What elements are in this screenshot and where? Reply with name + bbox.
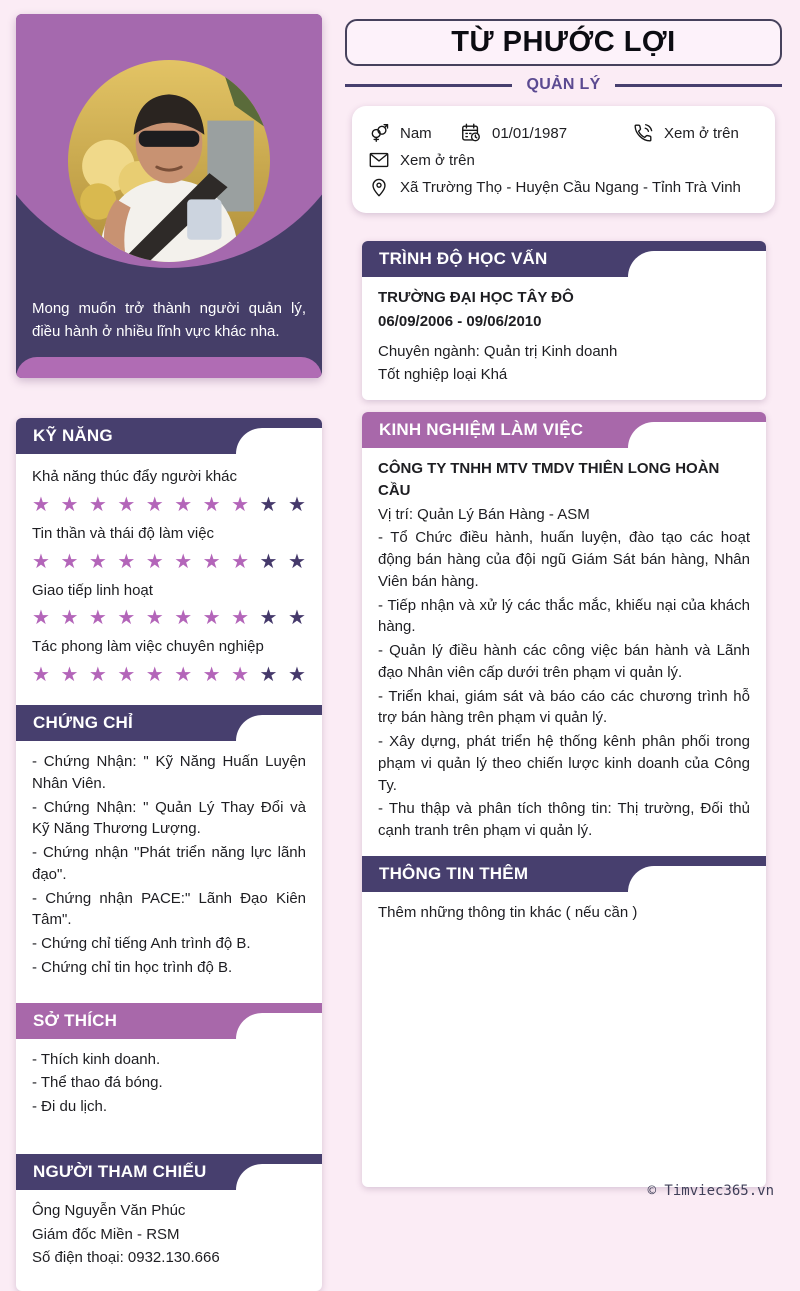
star-filled-icon: ★	[202, 550, 221, 573]
star-filled-icon: ★	[174, 493, 193, 516]
profile-card-bottom-strip	[16, 357, 322, 378]
experience-heading: KINH NGHIỆM LÀM VIỆC	[362, 412, 766, 448]
duty-item: - Tổ Chức điều hành, huấn luyện, đào tạo các hoạt động bán hàng của đội ngũ Giám Sát bán hàng, Nhân Viên bán hàng.	[378, 529, 750, 590]
duty-item: - Thu thập và phân tích thông tin: Thị trường, Đối thủ cạnh tranh trên phạm vi quản lý.	[378, 800, 750, 839]
duty-item: - Triển khai, giám sát và báo cáo các chương trình hỗ trợ bán hàng trên phạm vi quản lý.	[378, 687, 750, 727]
additional-info-section	[362, 892, 766, 938]
education-details	[378, 341, 750, 387]
right-column	[345, 12, 782, 1187]
birthday-value: 01/01/1987	[492, 124, 568, 142]
skill-label: Tác phong làm việc chuyên nghiệp	[32, 638, 264, 656]
certificates-heading: CHỨNG CHỈ	[16, 705, 322, 741]
phone-icon	[632, 122, 654, 144]
left-column	[16, 14, 322, 1291]
duty-item: - Tiếp nhận và xử lý các thắc mắc, khiếu nại của khách hàng.	[378, 596, 750, 636]
job-title-row	[345, 76, 782, 94]
watermark: © Timviec365.vn	[647, 1183, 774, 1199]
certificate-item: - Chứng chỉ tin học trình độ B.	[32, 958, 233, 976]
duty-item: - Xây dựng, phát triển hệ thống kênh phân phối trong phạm vi quản lý theo chiến lược kinh doanh của Công Ty.	[378, 733, 750, 794]
company-name: CÔNG TY TNHH MTV TMDV THIÊN LONG HOÀN CẦU	[378, 460, 720, 499]
star-filled-icon: ★	[32, 493, 50, 516]
star-filled-icon: ★	[88, 664, 107, 686]
calendar-icon	[460, 122, 482, 144]
phone-value: Xem ở trên	[664, 124, 739, 142]
certificate-item: - Chứng chỉ tiếng Anh trình độ B.	[32, 935, 251, 952]
skill-star-rating	[32, 495, 306, 515]
hobbies-heading: SỞ THÍCH	[16, 1003, 322, 1039]
star-filled-icon: ★	[60, 550, 79, 573]
education-section	[362, 277, 766, 400]
left-info-panel	[16, 418, 322, 1291]
star-filled-icon: ★	[231, 493, 249, 516]
skill-item	[32, 523, 306, 572]
job-position: Vị trí: Quản Lý Bán Hàng - ASM	[378, 505, 590, 523]
email-value: Xem ở trên	[400, 151, 475, 169]
additional-info-heading: THÔNG TIN THÊM	[362, 856, 766, 892]
star-empty-icon: ★	[259, 664, 278, 686]
reference-line: Giám đốc Miền - RSM	[32, 1225, 180, 1243]
skill-star-rating	[32, 665, 306, 685]
star-filled-icon: ★	[231, 664, 249, 686]
star-filled-icon: ★	[60, 493, 79, 516]
star-filled-icon: ★	[32, 607, 50, 630]
star-filled-icon: ★	[231, 550, 249, 573]
education-panel	[362, 241, 766, 400]
star-filled-icon: ★	[117, 607, 136, 630]
hobby-item: - Đi du lịch.	[32, 1098, 108, 1115]
education-line: Tốt nghiệp loại Khá	[378, 366, 508, 384]
address-value: Xã Trường Thọ - Huyện Cầu Ngang - Tỉnh Trà Vinh	[400, 178, 741, 196]
hobby-item: - Thể thao đá bóng.	[32, 1074, 163, 1092]
star-filled-icon: ★	[117, 550, 136, 573]
duty-list	[378, 527, 750, 842]
education-line: Chuyên ngành: Quản trị Kinh doanh	[378, 342, 618, 360]
email-item	[368, 149, 475, 171]
location-icon	[368, 176, 390, 198]
certificate-item: - Chứng Nhận: " Quản Lý Thay Đổi và Kỹ Năng Thương Lượng.	[32, 798, 306, 838]
star-filled-icon: ★	[88, 493, 107, 516]
certificate-item: - Chứng nhận PACE:" Lãnh Đạo Kiên Tâm".	[32, 889, 306, 929]
star-filled-icon: ★	[60, 664, 79, 686]
skill-label: Khả năng thúc đẩy người khác	[32, 468, 238, 485]
contact-row-1	[368, 122, 759, 144]
hobby-item: - Thích kinh doanh.	[32, 1050, 161, 1068]
star-filled-icon: ★	[174, 664, 193, 686]
birthday-item	[460, 122, 632, 144]
additional-info-note: Thêm những thông tin khác ( nếu cần )	[378, 903, 638, 921]
education-heading: TRÌNH ĐỘ HỌC VẤN	[362, 241, 766, 277]
profile-photo-illustration	[68, 60, 270, 262]
star-filled-icon: ★	[202, 607, 221, 630]
experience-section	[362, 448, 766, 856]
star-empty-icon: ★	[287, 664, 306, 686]
duty-item: - Quản lý điều hành các công việc bán hành và Lãnh đạo Nhân viên cấp dưới trên phạm vi quản lý.	[378, 642, 750, 681]
star-filled-icon: ★	[60, 607, 79, 630]
reference-section	[16, 1190, 322, 1291]
star-empty-icon: ★	[287, 493, 306, 516]
skills-section	[16, 454, 322, 705]
star-empty-icon: ★	[259, 493, 278, 516]
phone-item	[632, 122, 739, 144]
star-filled-icon: ★	[88, 607, 107, 630]
profile-photo	[68, 60, 270, 262]
star-empty-icon: ★	[259, 607, 278, 630]
star-filled-icon: ★	[32, 664, 50, 686]
experience-panel	[362, 412, 766, 1187]
job-title: QUẢN LÝ	[526, 76, 601, 93]
skill-item	[32, 636, 306, 685]
profile-card	[16, 14, 322, 378]
skills-heading: KỸ NĂNG	[16, 418, 322, 454]
reference-line: Số điện thoại: 0932.130.666	[32, 1249, 220, 1267]
star-filled-icon: ★	[202, 664, 221, 686]
star-empty-icon: ★	[287, 550, 306, 573]
skill-label: Giao tiếp linh hoạt	[32, 581, 153, 599]
hobbies-section	[16, 1039, 322, 1154]
email-icon	[368, 149, 390, 171]
star-filled-icon: ★	[231, 607, 249, 630]
certificate-item: - Chứng nhận "Phát triển năng lực lãnh đạo".	[32, 844, 306, 883]
star-filled-icon: ★	[174, 550, 193, 573]
star-filled-icon: ★	[145, 607, 164, 630]
contact-card	[352, 106, 775, 213]
star-filled-icon: ★	[202, 493, 221, 516]
star-filled-icon: ★	[117, 493, 136, 516]
star-filled-icon: ★	[145, 664, 164, 686]
title-rule-left	[345, 84, 512, 87]
star-empty-icon: ★	[287, 607, 306, 630]
star-filled-icon: ★	[32, 550, 50, 573]
star-empty-icon: ★	[259, 550, 278, 573]
gender-value: Nam	[400, 124, 432, 142]
skill-label: Tin thần và thái độ làm việc	[32, 524, 215, 542]
title-rule-right	[615, 84, 782, 87]
skill-star-rating	[32, 552, 306, 572]
certificates-section	[16, 741, 322, 1003]
star-filled-icon: ★	[145, 550, 164, 573]
contact-row-3	[368, 176, 759, 198]
reference-heading: NGƯỜI THAM CHIẾU	[16, 1154, 322, 1190]
star-filled-icon: ★	[88, 550, 107, 573]
school-name: TRƯỜNG ĐẠI HỌC TÂY ĐÔ	[378, 289, 574, 306]
career-objective: Mong muốn trở thành người quản lý, điều hành ở nhiều lĩnh vực khác nha.	[32, 300, 306, 340]
reference-line: Ông Nguyễn Văn Phúc	[32, 1201, 186, 1219]
certificate-item: - Chứng Nhận: " Kỹ Năng Huấn Luyện Nhân Viên.	[32, 753, 306, 792]
contact-row-2	[368, 149, 759, 171]
star-filled-icon: ★	[117, 664, 136, 686]
gender-item	[368, 122, 460, 144]
gender-icon	[368, 122, 390, 144]
star-filled-icon: ★	[174, 607, 193, 630]
study-period: 06/09/2006 - 09/06/2010	[378, 312, 542, 330]
candidate-name: TỪ PHƯỚC LỢI	[345, 19, 782, 66]
address-item	[368, 176, 741, 198]
star-filled-icon: ★	[145, 493, 164, 516]
skill-star-rating	[32, 608, 306, 628]
skill-item	[32, 580, 306, 629]
skill-item	[32, 466, 306, 515]
